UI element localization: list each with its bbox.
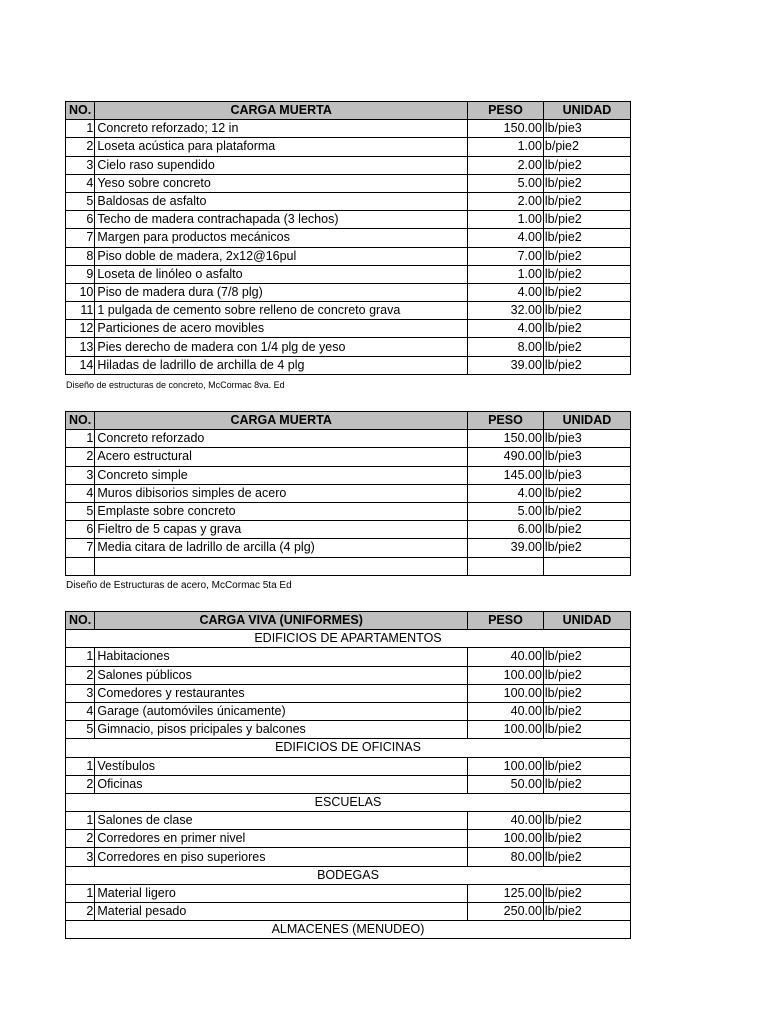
row-unit: lb/pie2 bbox=[543, 848, 630, 866]
row-description: Salones públicos bbox=[95, 666, 468, 684]
row-description: Oficinas bbox=[95, 775, 468, 793]
row-description: Comedores y restaurantes bbox=[95, 684, 468, 702]
table-row bbox=[66, 138, 631, 156]
row-unit: lb/pie2 bbox=[543, 192, 630, 210]
header-no: NO. bbox=[66, 412, 95, 430]
row-unit: lb/pie3 bbox=[543, 448, 630, 466]
table-row bbox=[66, 302, 631, 320]
empty-row bbox=[66, 557, 631, 575]
row-unit: lb/pie2 bbox=[543, 539, 630, 557]
table-row bbox=[66, 830, 631, 848]
row-number: 1 bbox=[66, 884, 95, 902]
row-number: 1 bbox=[66, 430, 95, 448]
table-row bbox=[66, 283, 631, 301]
table-row bbox=[66, 338, 631, 356]
row-number: 3 bbox=[66, 848, 95, 866]
row-weight: 1.00 bbox=[467, 211, 543, 229]
header-desc: CARGA MUERTA bbox=[95, 102, 468, 120]
row-number: 2 bbox=[66, 666, 95, 684]
header-no: NO. bbox=[66, 612, 95, 630]
empty-cell bbox=[66, 557, 95, 575]
row-description: Pies derecho de madera con 1/4 plg de yeso bbox=[95, 338, 468, 356]
row-weight: 5.00 bbox=[467, 502, 543, 520]
row-weight: 490.00 bbox=[467, 448, 543, 466]
row-description: Loseta de linóleo o asfalto bbox=[95, 265, 468, 283]
table-row bbox=[66, 775, 631, 793]
table-row bbox=[66, 884, 631, 902]
row-weight: 4.00 bbox=[467, 320, 543, 338]
source-note-steel: Diseño de Estructuras de acero, McCormac 5ta Ed bbox=[66, 580, 292, 591]
row-unit: lb/pie2 bbox=[543, 702, 630, 720]
row-number: 4 bbox=[66, 702, 95, 720]
row-unit: lb/pie2 bbox=[543, 884, 630, 902]
section-header-row bbox=[66, 793, 631, 811]
header-no: NO. bbox=[66, 102, 95, 120]
header-peso: PESO bbox=[467, 102, 543, 120]
row-unit: lb/pie3 bbox=[543, 120, 630, 138]
row-number: 4 bbox=[66, 174, 95, 192]
header-row bbox=[66, 612, 631, 630]
dead-load-table-concrete bbox=[65, 101, 631, 375]
section-title: ESCUELAS bbox=[66, 793, 631, 811]
row-weight: 1.00 bbox=[467, 265, 543, 283]
row-weight: 100.00 bbox=[467, 830, 543, 848]
table-row bbox=[66, 666, 631, 684]
row-number: 3 bbox=[66, 466, 95, 484]
row-description: Garage (automóviles únicamente) bbox=[95, 702, 468, 720]
row-weight: 6.00 bbox=[467, 521, 543, 539]
row-unit: lb/pie2 bbox=[543, 684, 630, 702]
row-number: 5 bbox=[66, 192, 95, 210]
row-weight: 39.00 bbox=[467, 539, 543, 557]
table-row bbox=[66, 466, 631, 484]
section-header-row bbox=[66, 866, 631, 884]
row-weight: 8.00 bbox=[467, 338, 543, 356]
row-unit: lb/pie2 bbox=[543, 338, 630, 356]
row-unit: lb/pie2 bbox=[543, 174, 630, 192]
row-unit: lb/pie2 bbox=[543, 356, 630, 374]
row-number: 1 bbox=[66, 648, 95, 666]
row-description: Acero estructural bbox=[95, 448, 468, 466]
row-unit: lb/pie3 bbox=[543, 430, 630, 448]
row-description: Concreto simple bbox=[95, 466, 468, 484]
table-row bbox=[66, 903, 631, 921]
table-row bbox=[66, 812, 631, 830]
table-row bbox=[66, 120, 631, 138]
row-description: Margen para productos mecánicos bbox=[95, 229, 468, 247]
header-unidad: UNIDAD bbox=[543, 102, 630, 120]
row-number: 11 bbox=[66, 302, 95, 320]
row-description: Vestíbulos bbox=[95, 757, 468, 775]
table-row bbox=[66, 448, 631, 466]
row-unit: lb/pie2 bbox=[543, 903, 630, 921]
header-row bbox=[66, 102, 631, 120]
table-row bbox=[66, 156, 631, 174]
row-weight: 80.00 bbox=[467, 848, 543, 866]
row-weight: 39.00 bbox=[467, 356, 543, 374]
row-number: 5 bbox=[66, 721, 95, 739]
row-number: 2 bbox=[66, 138, 95, 156]
header-desc: CARGA MUERTA bbox=[95, 412, 468, 430]
row-weight: 125.00 bbox=[467, 884, 543, 902]
row-description: Loseta acústica para plataforma bbox=[95, 138, 468, 156]
source-note-concrete: Diseño de estructuras de concreto, McCormac 8va. Ed bbox=[66, 380, 285, 390]
section-title: EDIFICIOS DE APARTAMENTOS bbox=[66, 630, 631, 648]
section-header-row bbox=[66, 921, 631, 939]
table-row bbox=[66, 229, 631, 247]
row-description: Baldosas de asfalto bbox=[95, 192, 468, 210]
row-unit: lb/pie2 bbox=[543, 521, 630, 539]
row-description: Yeso sobre concreto bbox=[95, 174, 468, 192]
row-number: 6 bbox=[66, 211, 95, 229]
row-number: 2 bbox=[66, 775, 95, 793]
table-row bbox=[66, 211, 631, 229]
row-unit: lb/pie2 bbox=[543, 265, 630, 283]
row-number: 3 bbox=[66, 156, 95, 174]
table-row bbox=[66, 521, 631, 539]
row-weight: 100.00 bbox=[467, 684, 543, 702]
row-description: Fieltro de 5 capas y grava bbox=[95, 521, 468, 539]
row-description: Material pesado bbox=[95, 903, 468, 921]
table-row bbox=[66, 430, 631, 448]
table-row bbox=[66, 539, 631, 557]
row-number: 12 bbox=[66, 320, 95, 338]
row-description: Habitaciones bbox=[95, 648, 468, 666]
table-row bbox=[66, 757, 631, 775]
header-row bbox=[66, 412, 631, 430]
row-description: 1 pulgada de cemento sobre relleno de concreto grava bbox=[95, 302, 468, 320]
row-description: Cielo raso supendido bbox=[95, 156, 468, 174]
section-header-row bbox=[66, 739, 631, 757]
row-weight: 50.00 bbox=[467, 775, 543, 793]
row-unit: lb/pie2 bbox=[543, 302, 630, 320]
table-row bbox=[66, 502, 631, 520]
row-weight: 250.00 bbox=[467, 903, 543, 921]
row-number: 1 bbox=[66, 757, 95, 775]
row-unit: lb/pie2 bbox=[543, 830, 630, 848]
row-number: 2 bbox=[66, 830, 95, 848]
row-weight: 40.00 bbox=[467, 812, 543, 830]
row-number: 9 bbox=[66, 265, 95, 283]
header-unidad: UNIDAD bbox=[543, 612, 630, 630]
table-row bbox=[66, 702, 631, 720]
row-number: 4 bbox=[66, 484, 95, 502]
row-number: 13 bbox=[66, 338, 95, 356]
table-row bbox=[66, 174, 631, 192]
header-desc: CARGA VIVA (UNIFORMES) bbox=[95, 612, 468, 630]
row-weight: 100.00 bbox=[467, 721, 543, 739]
row-unit: lb/pie2 bbox=[543, 502, 630, 520]
row-number: 6 bbox=[66, 521, 95, 539]
row-weight: 40.00 bbox=[467, 648, 543, 666]
row-description: Piso doble de madera, 2x12@16pul bbox=[95, 247, 468, 265]
row-weight: 150.00 bbox=[467, 430, 543, 448]
row-number: 7 bbox=[66, 539, 95, 557]
live-load-table bbox=[65, 611, 631, 939]
row-weight: 4.00 bbox=[467, 283, 543, 301]
row-number: 8 bbox=[66, 247, 95, 265]
row-description: Corredores en primer nivel bbox=[95, 830, 468, 848]
row-description: Piso de madera dura (7/8 plg) bbox=[95, 283, 468, 301]
row-weight: 7.00 bbox=[467, 247, 543, 265]
row-unit: lb/pie2 bbox=[543, 156, 630, 174]
row-number: 5 bbox=[66, 502, 95, 520]
section-header-row bbox=[66, 630, 631, 648]
row-weight: 100.00 bbox=[467, 757, 543, 775]
row-number: 2 bbox=[66, 903, 95, 921]
table-row bbox=[66, 192, 631, 210]
empty-cell bbox=[467, 557, 543, 575]
row-weight: 32.00 bbox=[467, 302, 543, 320]
row-number: 7 bbox=[66, 229, 95, 247]
row-unit: lb/pie2 bbox=[543, 775, 630, 793]
row-unit: lb/pie2 bbox=[543, 721, 630, 739]
table-row bbox=[66, 848, 631, 866]
row-weight: 100.00 bbox=[467, 666, 543, 684]
row-number: 10 bbox=[66, 283, 95, 301]
empty-cell bbox=[543, 557, 630, 575]
row-number: 3 bbox=[66, 684, 95, 702]
row-unit: lb/pie2 bbox=[543, 320, 630, 338]
header-peso: PESO bbox=[467, 612, 543, 630]
row-description: Concreto reforzado; 12 in bbox=[95, 120, 468, 138]
row-unit: lb/pie2 bbox=[543, 229, 630, 247]
row-unit: lb/pie2 bbox=[543, 666, 630, 684]
row-weight: 5.00 bbox=[467, 174, 543, 192]
row-number: 14 bbox=[66, 356, 95, 374]
table-row bbox=[66, 356, 631, 374]
row-unit: lb/pie2 bbox=[543, 484, 630, 502]
table-row bbox=[66, 648, 631, 666]
row-unit: lb/pie2 bbox=[543, 247, 630, 265]
row-number: 1 bbox=[66, 120, 95, 138]
row-description: Techo de madera contrachapada (3 lechos) bbox=[95, 211, 468, 229]
table-row bbox=[66, 320, 631, 338]
row-unit: lb/pie2 bbox=[543, 283, 630, 301]
section-title: BODEGAS bbox=[66, 866, 631, 884]
table-row bbox=[66, 247, 631, 265]
row-unit: b/pie2 bbox=[543, 138, 630, 156]
empty-cell bbox=[95, 557, 468, 575]
row-description: Muros dibisorios simples de acero bbox=[95, 484, 468, 502]
row-description: Salones de clase bbox=[95, 812, 468, 830]
row-description: Media citara de ladrillo de arcilla (4 plg) bbox=[95, 539, 468, 557]
row-unit: lb/pie3 bbox=[543, 466, 630, 484]
header-unidad: UNIDAD bbox=[543, 412, 630, 430]
section-title: EDIFICIOS DE OFICINAS bbox=[66, 739, 631, 757]
row-weight: 4.00 bbox=[467, 229, 543, 247]
row-weight: 2.00 bbox=[467, 156, 543, 174]
row-description: Gimnacio, pisos pricipales y balcones bbox=[95, 721, 468, 739]
row-description: Corredores en piso superiores bbox=[95, 848, 468, 866]
row-description: Particiones de acero movibles bbox=[95, 320, 468, 338]
dead-load-table-steel bbox=[65, 411, 631, 576]
section-title: ALMACENES (MENUDEO) bbox=[66, 921, 631, 939]
row-unit: lb/pie2 bbox=[543, 757, 630, 775]
row-weight: 2.00 bbox=[467, 192, 543, 210]
row-description: Concreto reforzado bbox=[95, 430, 468, 448]
row-description: Material ligero bbox=[95, 884, 468, 902]
row-number: 2 bbox=[66, 448, 95, 466]
row-weight: 1.00 bbox=[467, 138, 543, 156]
row-weight: 40.00 bbox=[467, 702, 543, 720]
row-weight: 4.00 bbox=[467, 484, 543, 502]
row-weight: 150.00 bbox=[467, 120, 543, 138]
row-unit: lb/pie2 bbox=[543, 648, 630, 666]
table-row bbox=[66, 721, 631, 739]
header-peso: PESO bbox=[467, 412, 543, 430]
row-description: Emplaste sobre concreto bbox=[95, 502, 468, 520]
table-row bbox=[66, 265, 631, 283]
row-description: Hiladas de ladrillo de archilla de 4 plg bbox=[95, 356, 468, 374]
table-row bbox=[66, 684, 631, 702]
row-weight: 145.00 bbox=[467, 466, 543, 484]
row-number: 1 bbox=[66, 812, 95, 830]
table-row bbox=[66, 484, 631, 502]
row-unit: lb/pie2 bbox=[543, 211, 630, 229]
row-unit: lb/pie2 bbox=[543, 812, 630, 830]
